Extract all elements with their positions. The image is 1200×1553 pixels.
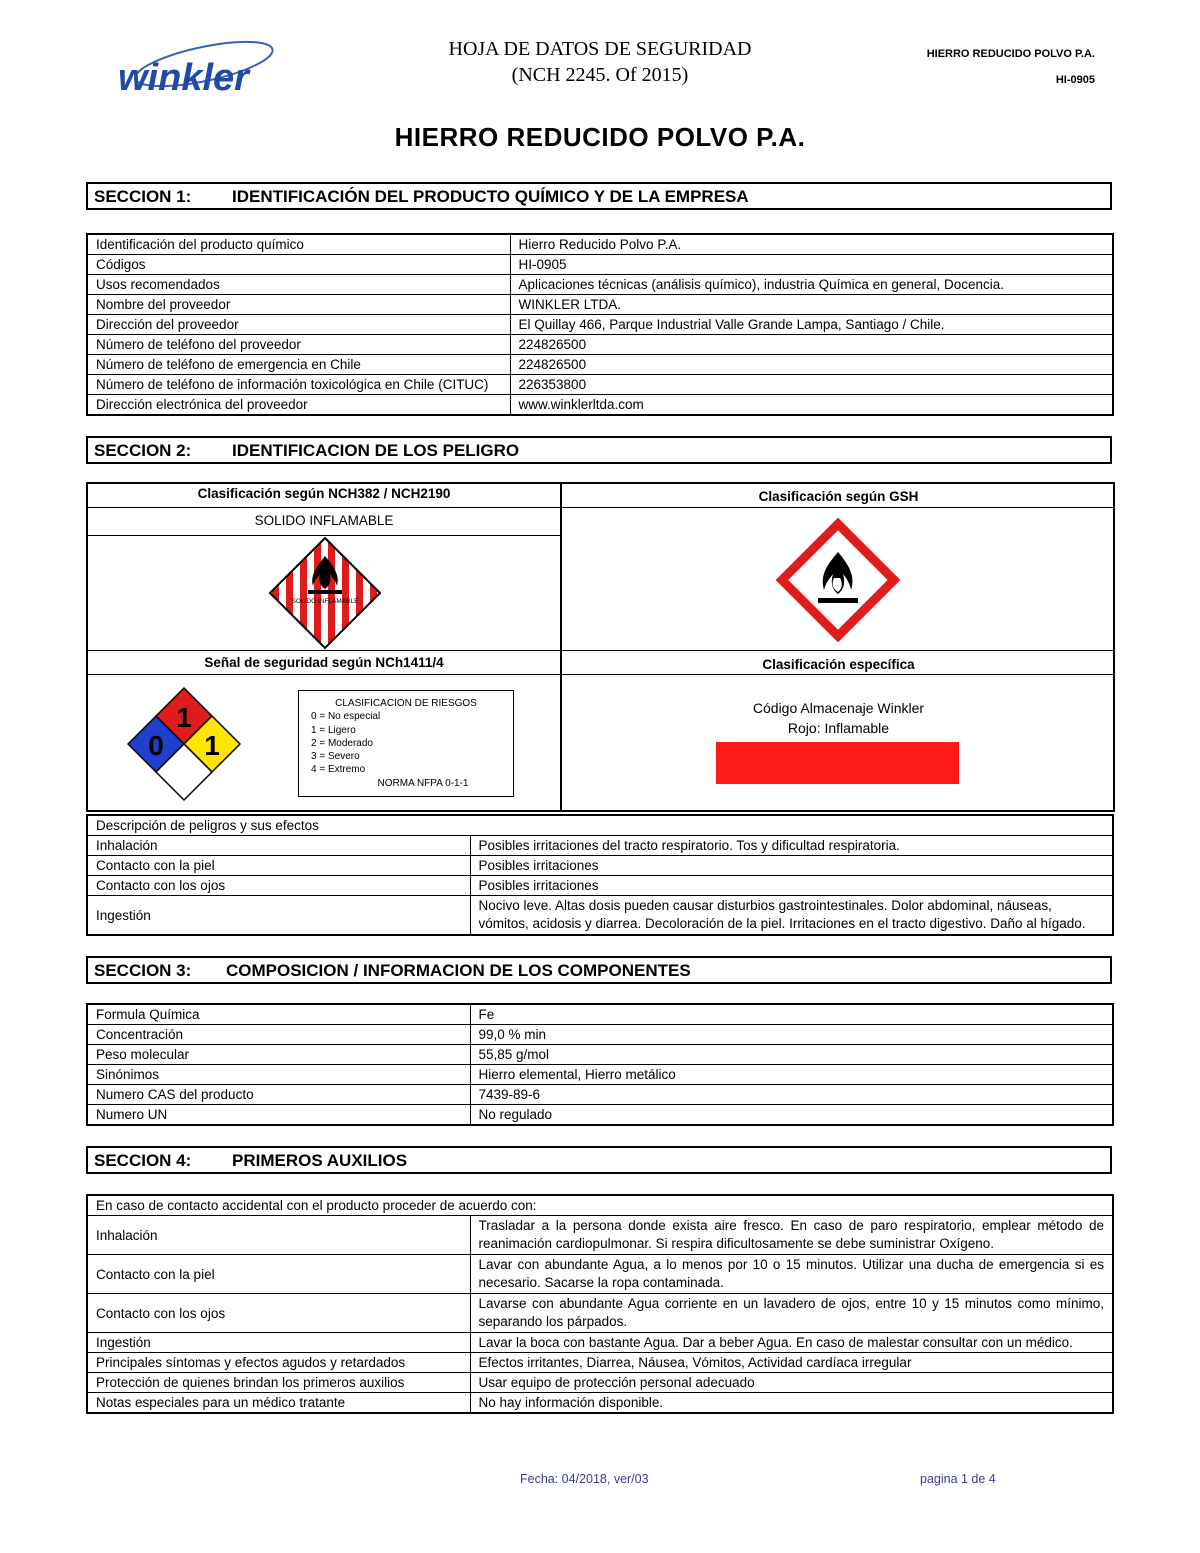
footer-page-number: pagina 1 de 4	[920, 1472, 996, 1486]
row-label: Contacto con la piel	[87, 1255, 470, 1294]
section2-number: SECCION 2:	[94, 441, 192, 460]
row-value: Hierro elemental, Hierro metálico	[470, 1065, 1113, 1085]
table-row	[87, 275, 1113, 295]
gsh-classification-heading: Clasificación según GSH	[758, 489, 919, 504]
table-row	[87, 335, 1113, 355]
risk-legend-item: 3 = Severo	[311, 751, 360, 763]
section3-title: COMPOSICION / INFORMACION DE LOS COMPONENTES	[226, 961, 691, 980]
risk-legend-item: 0 = No especial	[311, 711, 381, 723]
nfpa-health: 0	[148, 730, 164, 761]
table-row	[87, 1065, 1113, 1085]
section1-title: IDENTIFICACIÓN DEL PRODUCTO QUÍMICO Y DE LA EMPRESA	[232, 187, 749, 206]
row-label: Número de teléfono del proveedor	[87, 335, 510, 355]
table-row	[87, 1045, 1113, 1065]
row-label: Numero CAS del producto	[87, 1085, 470, 1105]
row-label: Dirección electrónica del proveedor	[87, 395, 510, 416]
table-row	[87, 355, 1113, 375]
row-label: Numero UN	[87, 1105, 470, 1126]
table-row	[87, 315, 1113, 335]
section2-effects-table	[86, 814, 1114, 936]
section1-header	[86, 182, 1112, 210]
row-label: Peso molecular	[87, 1045, 470, 1065]
row-value: Fe	[470, 1004, 1113, 1025]
section4-number: SECCION 4:	[94, 1151, 192, 1170]
specific-classification-heading: Clasificación específica	[762, 657, 915, 672]
table-row	[87, 1025, 1113, 1045]
table-row	[87, 295, 1113, 315]
section4-header	[86, 1146, 1112, 1174]
row-label: Número de teléfono de emergencia en Chile	[87, 355, 510, 375]
section3-header	[86, 956, 1112, 984]
table-row	[87, 1393, 1113, 1414]
row-value: Posibles irritaciones del tracto respiratorio. Tos y dificultad respiratoria.	[470, 836, 1113, 856]
table-row	[87, 856, 1113, 876]
row-value: Lavarse con abundante Agua corriente en un lavadero de ojos, entre 10 y 15 minutos como mínimo, separando los párpados.	[470, 1294, 1113, 1333]
nfpa-reactivity: 1	[204, 730, 220, 761]
risk-legend-title: CLASIFICACION DE RIESGOS	[335, 698, 477, 709]
pictogram-label: SOLIDO INFLAMABLE	[291, 598, 359, 605]
row-label: Inhalación	[87, 836, 470, 856]
row-value: Lavar la boca con bastante Agua. Dar a beber Agua. En caso de malestar consultar con un médico.	[470, 1333, 1113, 1353]
row-value: Efectos irritantes, Diarrea, Náusea, Vómitos, Actividad cardíaca irregular	[470, 1353, 1113, 1373]
table-row	[87, 255, 1113, 275]
table-row	[87, 395, 1113, 416]
table-intro-row	[87, 815, 1113, 836]
section3-number: SECCION 3:	[94, 961, 192, 980]
risk-legend-item: 4 = Extremo	[311, 764, 366, 776]
row-label: Contacto con los ojos	[87, 1294, 470, 1333]
row-value: WINKLER LTDA.	[510, 295, 1113, 315]
safety-signal-heading: Señal de seguridad según NCh1411/4	[204, 655, 444, 670]
row-value: 224826500	[510, 355, 1113, 375]
document-header-title	[380, 36, 820, 88]
nfpa-flammability: 1	[176, 702, 192, 733]
section1-table	[86, 233, 1114, 416]
section3-table	[86, 1003, 1114, 1126]
row-value: Lavar con abundante Agua, a lo menos por 10 o 15 minutos. Utilizar una ducha de emergencia si es necesario. Sacarse la ropa contaminada.	[470, 1255, 1113, 1294]
table-row	[87, 1085, 1113, 1105]
section2-header	[86, 436, 1112, 464]
row-value: Posibles irritaciones	[470, 876, 1113, 896]
table-row	[87, 1216, 1113, 1255]
row-value: Trasladar a la persona donde exista aire fresco. En caso de paro respiratorio, emplear método de reanimación cardiopulmonar. Si respira dificultosamente se debe suministrar Oxígeno.	[470, 1216, 1113, 1255]
row-value: 226353800	[510, 375, 1113, 395]
flammable-solid-pictogram	[266, 534, 384, 652]
row-value: Hierro Reducido Polvo P.A.	[510, 234, 1113, 255]
header-code: HI-0905	[1055, 74, 1095, 86]
row-label: Número de teléfono de información toxicológica en Chile (CITUC)	[87, 375, 510, 395]
table-intro-row	[87, 1195, 1113, 1216]
row-value: Aplicaciones técnicas (análisis químico), industria Química en general, Docencia.	[510, 275, 1113, 295]
row-label: Ingestión	[87, 1333, 470, 1353]
row-value: No hay información disponible.	[470, 1393, 1113, 1414]
row-label: Concentración	[87, 1025, 470, 1045]
nch-classification-heading: Clasificación según NCH382 / NCH2190	[197, 486, 451, 501]
risk-legend-item: 2 = Moderado	[311, 737, 373, 749]
table-row	[87, 234, 1113, 255]
logo-text: winkler	[118, 57, 249, 99]
table-row	[87, 1353, 1113, 1373]
row-value: Usar equipo de protección personal adecuado	[470, 1373, 1113, 1393]
section4-title: PRIMEROS AUXILIOS	[232, 1151, 408, 1170]
row-label: Usos recomendados	[87, 275, 510, 295]
row-value: El Quillay 466, Parque Industrial Valle Grande Lampa, Santiago / Chile.	[510, 315, 1113, 335]
row-label: Inhalación	[87, 1216, 470, 1255]
risk-classification-legend	[298, 690, 514, 797]
header-title-line2: (NCH 2245. Of 2015)	[511, 64, 689, 86]
page-title: HIERRO REDUCIDO POLVO P.A.	[394, 122, 806, 152]
row-value: HI-0905	[510, 255, 1113, 275]
row-label: Notas especiales para un médico tratante	[87, 1393, 470, 1414]
row-value: Nocivo leve. Altas dosis pueden causar disturbios gastrointestinales. Dolor abdominal, náuseas, vómitos, acidosis y diarrea. Decoloración de la piel. Irritaciones en el tracto digestivo. Daño al hígado.	[470, 896, 1113, 936]
hazard-classification-box	[86, 482, 1115, 812]
ghs-flame-pictogram	[776, 518, 900, 642]
header-product: HIERRO REDUCIDO POLVO P.A.	[926, 48, 1095, 60]
row-label: Nombre del proveedor	[87, 295, 510, 315]
nch-classification-value: SOLIDO INFLAMABLE	[254, 513, 394, 528]
row-label: Dirección del proveedor	[87, 315, 510, 335]
row-value: 7439-89-6	[470, 1085, 1113, 1105]
row-label: Protección de quienes brindan los primeros auxilios	[87, 1373, 470, 1393]
row-value: 224826500	[510, 335, 1113, 355]
table-row	[87, 1255, 1113, 1294]
table-intro: Descripción de peligros y sus efectos	[87, 815, 1113, 836]
header-title-line1: HOJA DE DATOS DE SEGURIDAD	[448, 38, 752, 60]
table-row	[87, 375, 1113, 395]
row-label: Formula Química	[87, 1004, 470, 1025]
row-label: Sinónimos	[87, 1065, 470, 1085]
storage-code-label: Código Almacenaje Winkler	[752, 700, 925, 716]
table-row	[87, 896, 1113, 936]
row-label: Principales síntomas y efectos agudos y retardados	[87, 1353, 470, 1373]
table-intro: En caso de contacto accidental con el producto proceder de acuerdo con:	[87, 1195, 1113, 1216]
footer-date: Fecha: 04/2018, ver/03	[520, 1472, 649, 1486]
row-value: 99,0 % min	[470, 1025, 1113, 1045]
storage-code-value: Rojo: Inflamable	[787, 720, 890, 736]
storage-code	[562, 698, 1115, 738]
section2-title: IDENTIFICACION DE LOS PELIGRO	[232, 441, 520, 460]
company-logo	[112, 28, 287, 108]
table-row	[87, 836, 1113, 856]
section4-table	[86, 1194, 1114, 1414]
row-label: Códigos	[87, 255, 510, 275]
table-row	[87, 1373, 1113, 1393]
storage-color-swatch	[716, 742, 959, 784]
row-label: Contacto con la piel	[87, 856, 470, 876]
risk-legend-item: 1 = Ligero	[311, 724, 356, 736]
row-value: 55,85 g/mol	[470, 1045, 1113, 1065]
table-row	[87, 1294, 1113, 1333]
table-row	[87, 1105, 1113, 1126]
row-value: www.winklerltda.com	[510, 395, 1113, 416]
document-header-right	[840, 41, 1095, 93]
table-row	[87, 876, 1113, 896]
row-label: Identificación del producto químico	[87, 234, 510, 255]
table-row	[87, 1004, 1113, 1025]
row-label: Contacto con los ojos	[87, 876, 470, 896]
row-label: Ingestión	[87, 896, 470, 936]
table-row	[87, 1333, 1113, 1353]
risk-legend-norm: NORMA NFPA 0-1-1	[377, 777, 469, 789]
nfpa-diamond	[124, 684, 244, 804]
row-value: Posibles irritaciones	[470, 856, 1113, 876]
row-value: No regulado	[470, 1105, 1113, 1126]
section1-number: SECCION 1:	[94, 187, 192, 206]
